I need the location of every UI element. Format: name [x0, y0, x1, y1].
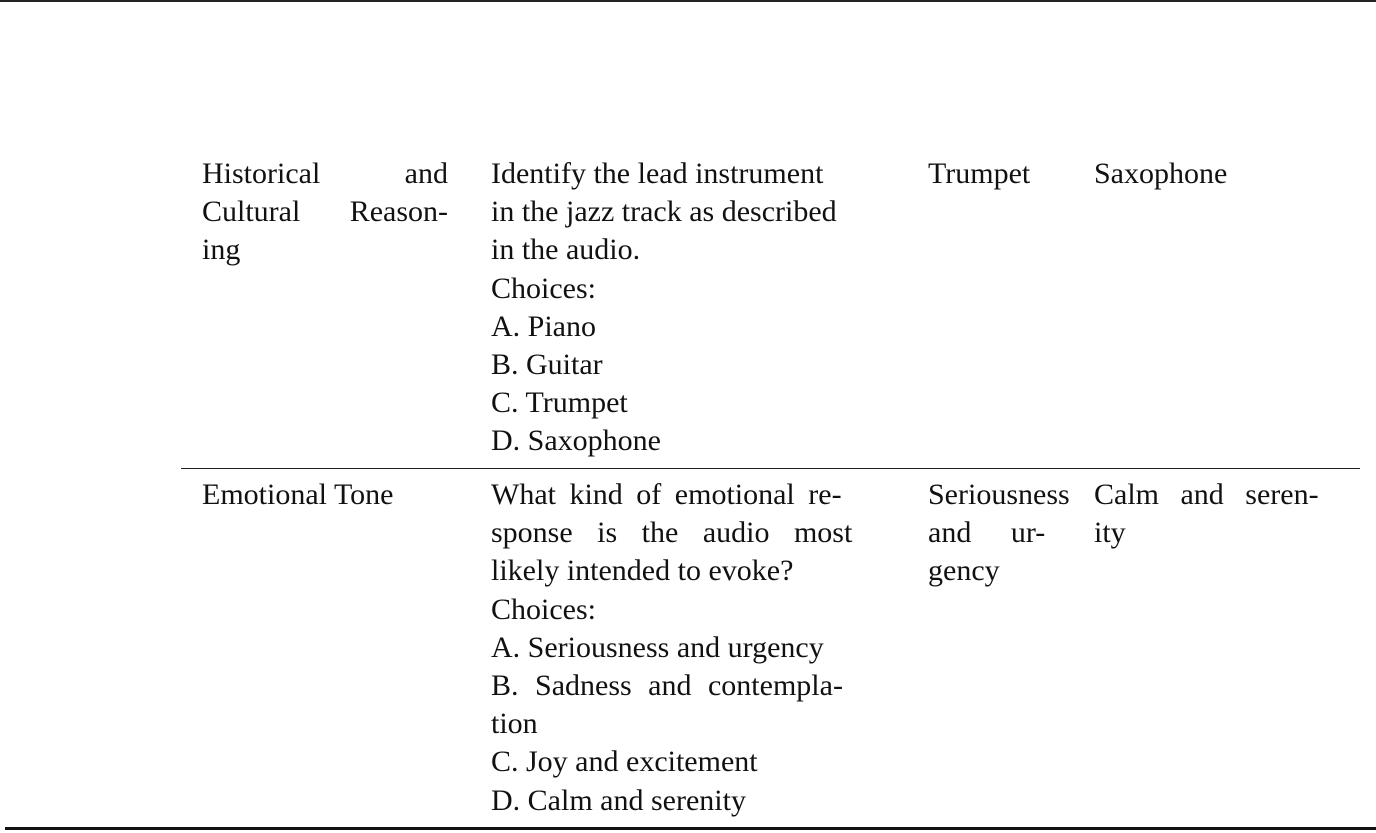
- question-line: in the audio.: [491, 233, 641, 267]
- question-line: Identify the lead instrument: [491, 157, 824, 190]
- col3-line: Seriousness: [928, 478, 1070, 511]
- choice-a: A. Piano: [491, 309, 596, 343]
- col3-line: and ur-: [928, 516, 1046, 550]
- col4-value: Saxophone: [1094, 157, 1228, 190]
- table-top-rule: [0, 0, 1376, 2]
- row2-col4-cell: [1094, 476, 1340, 552]
- row1-question-cell: [491, 155, 885, 461]
- choice-a: A. Seriousness and urgency: [491, 630, 824, 664]
- choice-b: B. Guitar: [491, 348, 603, 382]
- choice-c: C. Trumpet: [491, 386, 628, 420]
- col4-line: Calm and seren-: [1094, 478, 1319, 511]
- question-line: What kind of emotional re-: [491, 478, 842, 511]
- col3-line: gency: [928, 554, 1000, 588]
- question-line: Choices:: [491, 592, 596, 626]
- row1-col4-cell: [1094, 155, 1227, 193]
- category-line: Cultural Reason-: [202, 195, 448, 229]
- col3-value: Trumpet: [928, 157, 1031, 190]
- question-line: sponse is the audio most: [491, 516, 853, 550]
- row1-col3-cell: [928, 155, 1030, 193]
- category-line: Historical and: [202, 157, 448, 190]
- category-line: ing: [202, 233, 241, 267]
- col4-line: ity: [1094, 516, 1126, 550]
- row2-question-cell: [491, 476, 885, 820]
- choice-d: D. Calm and serenity: [491, 783, 746, 817]
- choice-b: B. Sadness and contempla-: [491, 669, 843, 703]
- row1-category-cell: [202, 155, 448, 270]
- question-line: in the jazz track as described: [491, 195, 837, 229]
- row-divider: [181, 468, 1360, 469]
- choice-d: D. Saxophone: [491, 424, 661, 458]
- question-line: Choices:: [491, 271, 596, 305]
- choice-c: C. Joy and excitement: [491, 745, 758, 779]
- category-line: Emotional Tone: [202, 478, 394, 511]
- table-bottom-rule: [5, 827, 1376, 830]
- row2-col3-cell: [928, 476, 1088, 591]
- question-line: likely intended to evoke?: [491, 554, 794, 588]
- row2-category-cell: [202, 476, 393, 514]
- choice-b-cont: tion: [491, 707, 538, 741]
